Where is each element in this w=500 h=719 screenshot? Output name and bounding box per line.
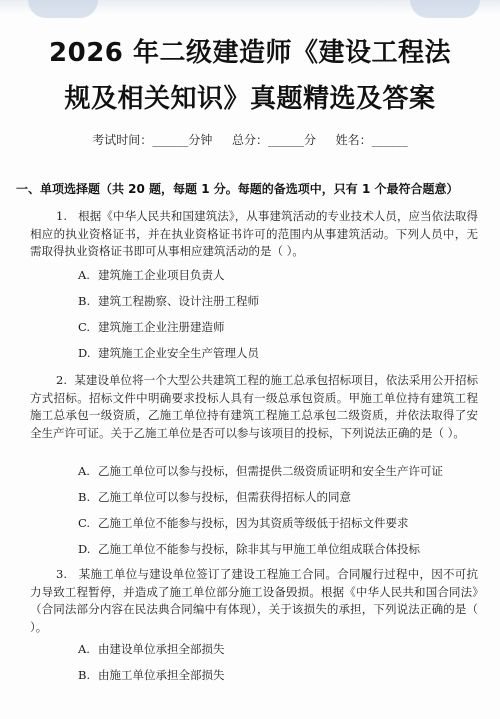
- question-1-option-b: [78, 292, 478, 310]
- total-score-unit: 分: [304, 133, 317, 147]
- question-2-option-b: [78, 488, 478, 506]
- question-1-body: 根据《中华人民共和国建筑法》，从事建筑活动的专业技术人员，应当依法取得相应的执业资格证书，并在执业资格证书许可的范围内从事建筑活动。下列人员中，无需取得执业资格证书即可从事相应建筑活动的是（ ）。: [30, 209, 478, 258]
- question-2-number: 2.: [56, 373, 67, 387]
- option-text: 建筑施工企业项目负责人: [98, 268, 225, 282]
- question-3-text: [30, 566, 478, 636]
- decorative-tab-right: [410, 0, 480, 18]
- option-letter: D.: [78, 542, 91, 556]
- question-3-option-a: [78, 640, 478, 658]
- question-1-option-a: [78, 266, 478, 284]
- question-1-option-d: [78, 344, 478, 362]
- question-2-text: [30, 372, 478, 442]
- decorative-tab-left: [28, 0, 98, 18]
- question-3-number: 3.: [56, 567, 67, 581]
- option-letter: D.: [78, 346, 91, 360]
- option-text: 建筑施工企业安全生产管理人员: [98, 346, 259, 360]
- exam-time-label: 考试时间：: [92, 133, 153, 147]
- option-text: 乙施工单位可以参与投标，但需提供二级资质证明和安全生产许可证: [98, 464, 443, 478]
- option-text: 乙施工单位不能参与投标，除非其与甲施工单位组成联合体投标: [98, 542, 420, 556]
- option-text: 由建设单位承担全部损失: [98, 642, 225, 656]
- question-2-option-d: [78, 540, 478, 558]
- question-2-option-c: [78, 514, 478, 532]
- option-text: 由施工单位承担全部损失: [98, 668, 225, 682]
- exam-time-unit: 分钟: [188, 133, 213, 147]
- option-letter: A.: [78, 464, 90, 478]
- question-3-body: 某施工单位与建设单位签订了建设工程施工合同。合同履行过程中，因不可抗力导致工程暂停，并造成了施工单位部分施工设备毁损。根据《中华人民共和国合同法》（合同法部分内容在民法典合同编中有体现），关于该损失的承担，下列说法正确的是（ ）。: [30, 567, 479, 634]
- total-score-blank: ______: [268, 133, 304, 147]
- title-line-2: 规及相关知识》真题精选及答案: [64, 84, 436, 114]
- option-letter: B.: [78, 490, 91, 504]
- option-text: 建筑施工企业注册建造师: [98, 320, 225, 334]
- total-score-label: 总分：: [231, 133, 268, 147]
- question-1-number: 1.: [56, 209, 67, 223]
- option-letter: A.: [78, 642, 90, 656]
- exam-time-blank: ______: [152, 133, 189, 147]
- option-text: 建筑工程勘察、设计注册工程师: [98, 294, 259, 308]
- option-letter: B.: [78, 668, 91, 682]
- option-letter: C.: [78, 320, 91, 334]
- document-title: [10, 30, 490, 122]
- question-1-option-c: [78, 318, 478, 336]
- question-2-body: 某建设单位将一个大型公共建筑工程的施工总承包招标项目，依法采用公开招标方式招标。招标文件中明确要求投标人具有一级总承包资质。甲施工单位持有建筑工程施工总承包一级资质，乙施工单位持有建筑工程施工总承包二级资质，并依法取得了安全生产许可证。关于乙施工单位是否可以参与该项目的投标，下列说法正确的是（ ）。: [30, 373, 479, 440]
- question-3-option-b: [78, 666, 478, 684]
- section-heading: 一、单项选择题（共 20 题，每题 1 分。每题的备选项中，只有 1 个最符合题意）: [16, 182, 459, 196]
- question-1-text: [30, 208, 478, 261]
- name-label: 姓名：: [335, 133, 372, 147]
- option-text: 乙施工单位可以参与投标，但需获得招标人的同意: [98, 490, 351, 504]
- option-letter: B.: [78, 294, 91, 308]
- name-blank: ______: [371, 133, 408, 147]
- exam-info-line: [0, 131, 500, 149]
- title-line-1: 2026 年二级建造师《建设工程法: [49, 38, 451, 68]
- question-2-option-a: [78, 462, 478, 480]
- option-letter: A.: [78, 268, 90, 282]
- option-letter: C.: [78, 516, 91, 530]
- option-text: 乙施工单位不能参与投标，因为其资质等级低于招标文件要求: [98, 516, 409, 530]
